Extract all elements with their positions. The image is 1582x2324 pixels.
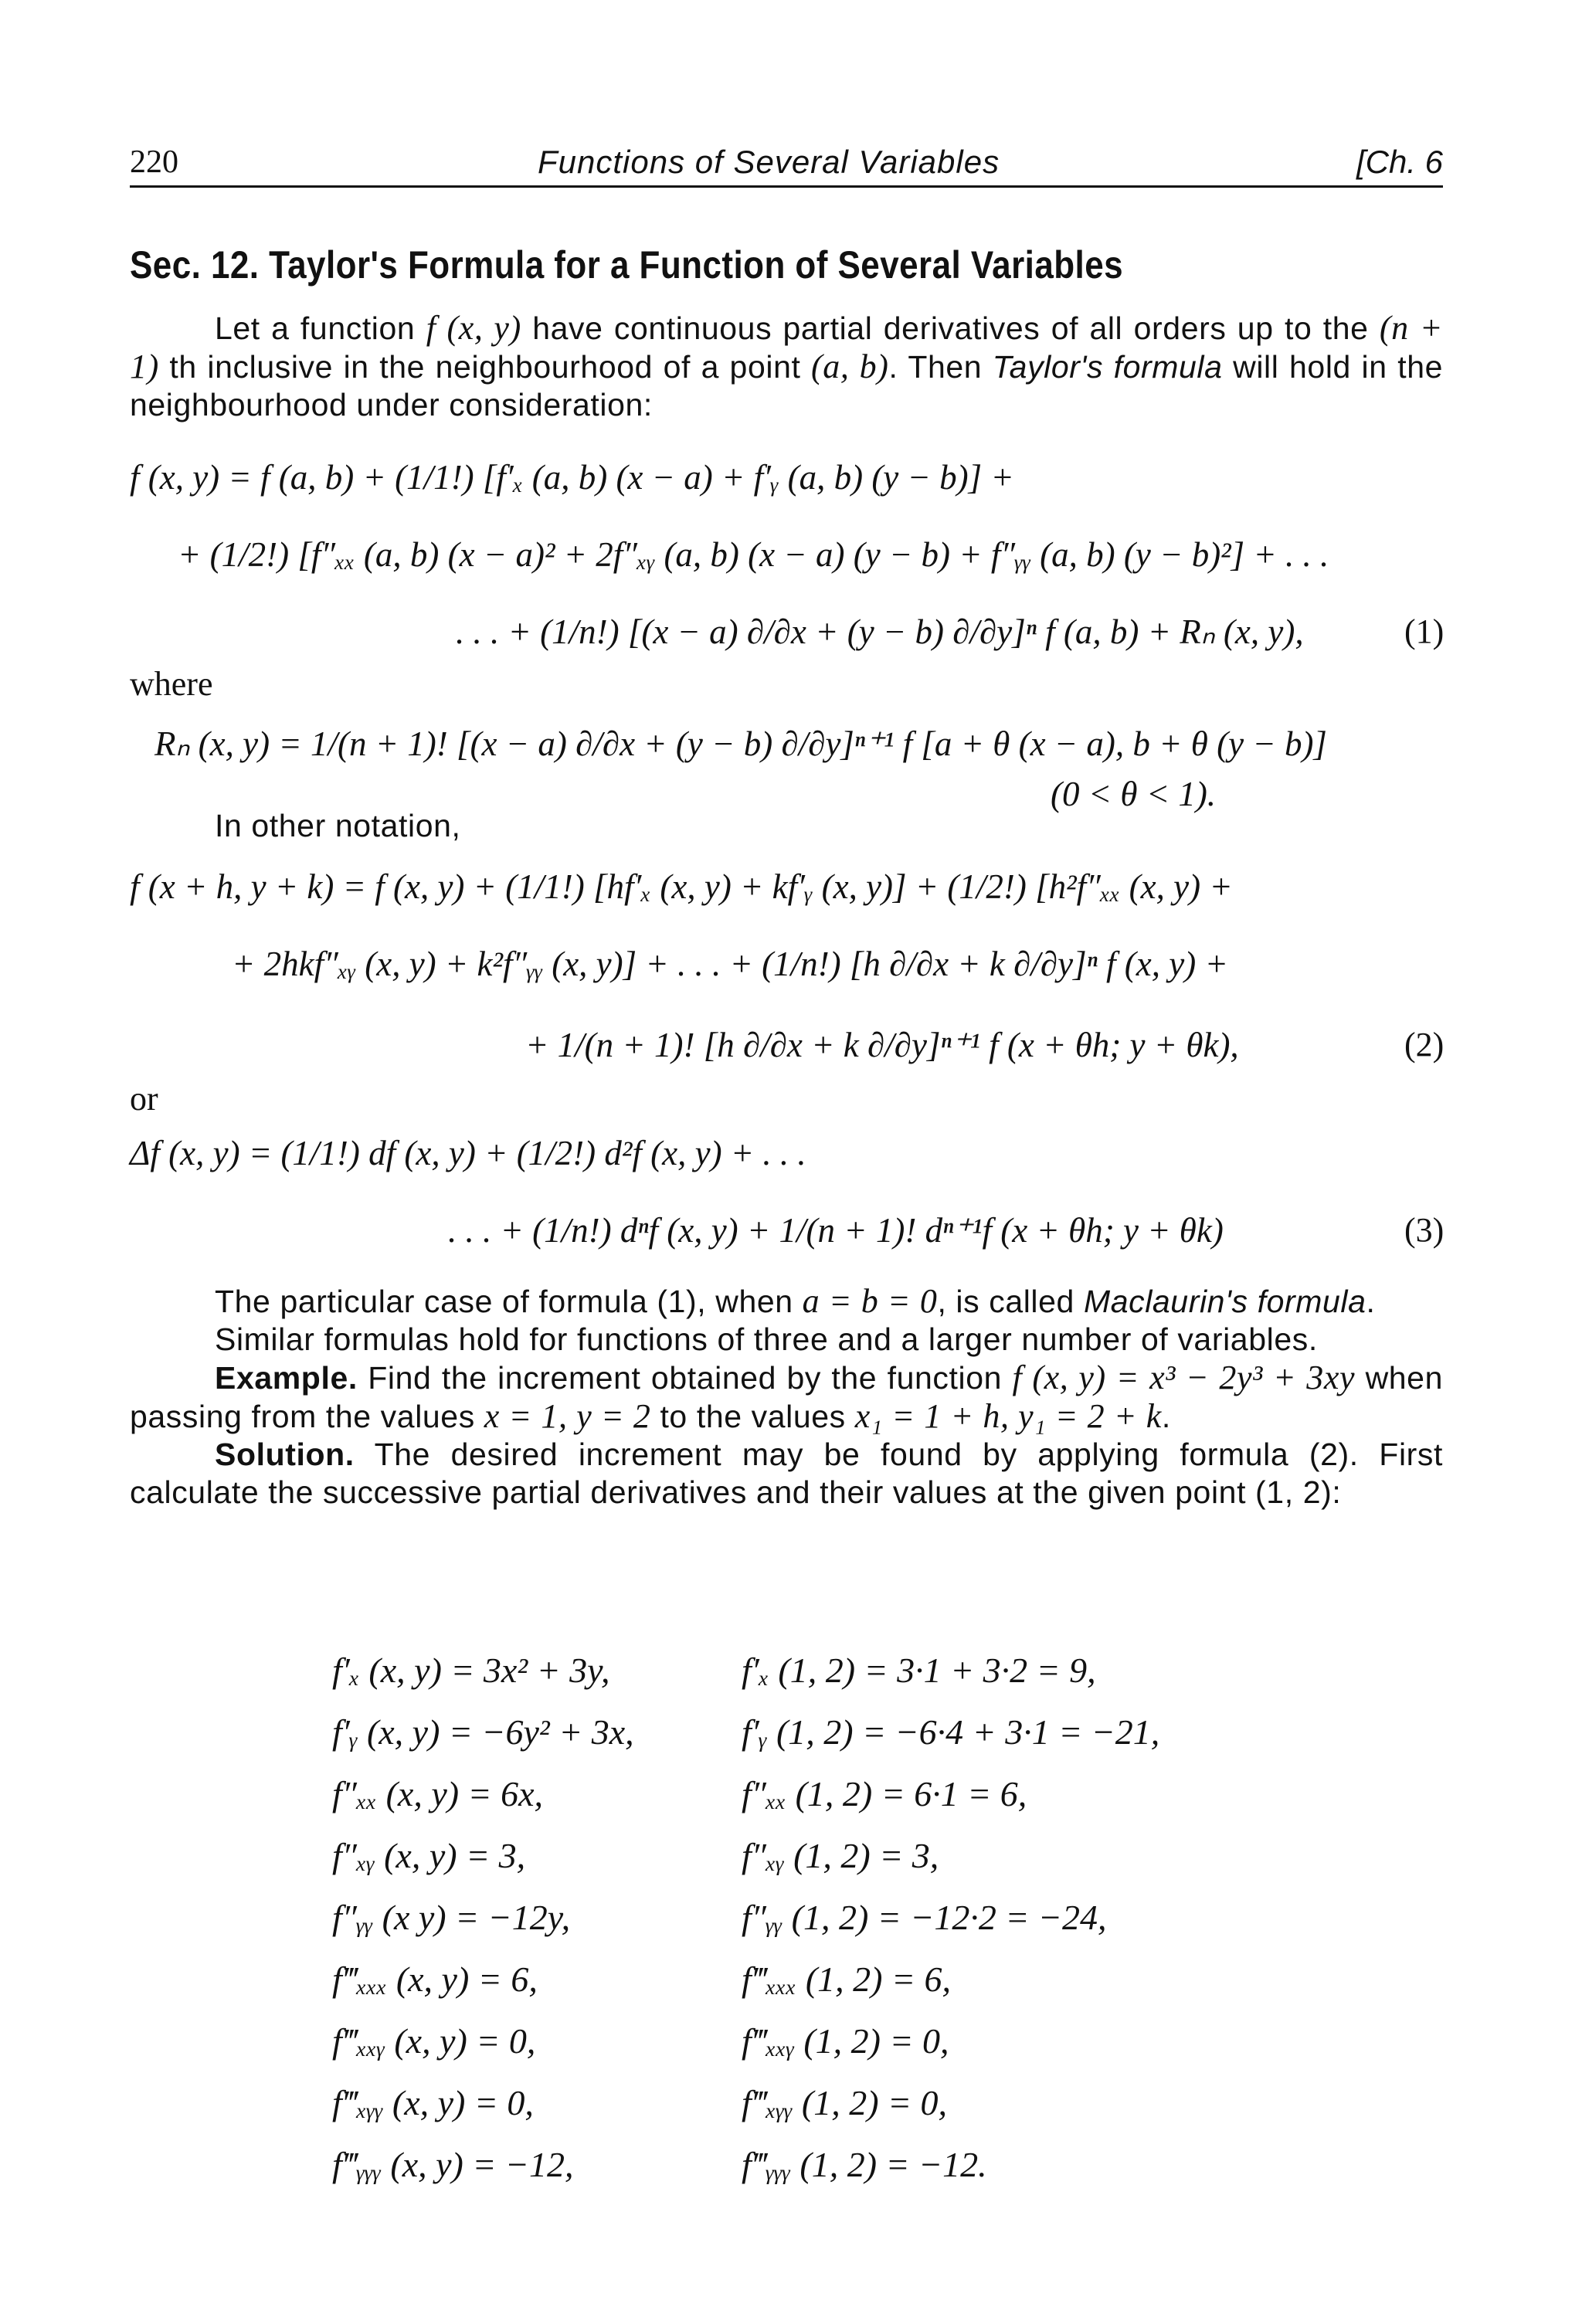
formula-2-line-1: f (x + h, y + k) = f (x, y) + (1/1!) [hf′ₓ (x, y) + kf′ᵧ (x, y)] + (1/2!) [h²f″ₓₓ (x, y) +: [130, 867, 1233, 906]
example-start-values: x = 1, y = 2: [484, 1397, 651, 1435]
derivative-left: f′ₓ (x, y) = 3x² + 3y,: [332, 1651, 610, 1690]
equation-number-1: (1): [1404, 612, 1445, 650]
example-text-4: .: [1161, 1399, 1171, 1434]
running-header: [130, 139, 1443, 185]
maclaurin-condition: a = b = 0: [802, 1282, 938, 1320]
chapter-label: [Ch. 6: [1356, 144, 1443, 180]
intro-ab: (a, b): [811, 348, 889, 385]
intro-fxy: f (x, y): [426, 309, 521, 347]
intro-paragraph: [130, 309, 1443, 424]
running-title: Functions of Several Variables: [538, 144, 1000, 180]
maclaurin-formula-term: Maclaurin's formula: [1083, 1284, 1366, 1319]
maclaurin-text-2: , is called: [937, 1284, 1084, 1319]
derivative-left: f″ₓᵧ (x, y) = 3,: [332, 1836, 526, 1875]
theta-condition: (0 < θ < 1).: [1051, 775, 1217, 813]
derivative-value: f‴ₓₓₓ (1, 2) = 6,: [742, 1959, 951, 1999]
taylor-formula-term: Taylor's formula: [992, 349, 1223, 385]
formula-3-line-1: Δf (x, y) = (1/1!) df (x, y) + (1/2!) d²f (x, y) + . . .: [130, 1134, 806, 1172]
derivative-left: f″ₓₓ (x, y) = 6x,: [332, 1774, 544, 1813]
intro-text-4: . Then: [888, 349, 993, 385]
example-function: f (x, y) = x³ − 2y³ + 3xy: [1012, 1359, 1356, 1396]
section-heading: Sec. 12. Taylor's Formula for a Function of Several Variables: [130, 243, 1124, 287]
similar-formulas-paragraph: Similar formulas hold for functions of three and a larger number of variables.: [215, 1321, 1318, 1357]
header-rule: [130, 185, 1443, 188]
other-notation-text: [130, 807, 1443, 845]
example-label: Example.: [215, 1360, 358, 1396]
derivative-value: f″ₓₓ (1, 2) = 6·1 = 6,: [742, 1774, 1027, 1813]
derivative-left: f‴ᵧᵧᵧ (x, y) = −12,: [332, 2145, 574, 2184]
intro-text-5: will hold in the neighbourhood under consideration:: [130, 349, 1443, 422]
example-text-2: when passing from the values: [130, 1360, 1443, 1434]
derivative-value: f‴ᵧᵧᵧ (1, 2) = −12.: [742, 2145, 987, 2184]
derivative-left: f″ᵧᵧ (x y) = −12y,: [332, 1898, 571, 1937]
derivative-left: f‴ₓᵧᵧ (x, y) = 0,: [332, 2083, 534, 2122]
derivative-value: f′ₓ (1, 2) = 3·1 + 3·2 = 9,: [742, 1651, 1096, 1690]
intro-text-3: th inclusive in the neighbourhood of a point: [158, 349, 812, 385]
formula-2-line-3: + 1/(n + 1)! [h ∂/∂x + k ∂/∂y]ⁿ⁺¹ f (x + θh; y + θk),: [525, 1026, 1239, 1064]
equation-number-2: (2): [1404, 1026, 1445, 1064]
formula-1-line-3: . . . + (1/n!) [(x − a) ∂/∂x + (y − b) ∂/∂y]ⁿ f (a, b) + Rₙ (x, y),: [456, 612, 1304, 651]
derivative-value: f″ᵧᵧ (1, 2) = −12·2 = −24,: [742, 1898, 1107, 1937]
other-notation-label: In other notation,: [215, 808, 461, 843]
formula-1-line-2: + (1/2!) [f″ₓₓ (a, b) (x − a)² + 2f″ₓᵧ (a, b) (x − a) (y − b) + f″ᵧᵧ (a, b) (y − b)²] + . . .: [178, 535, 1329, 574]
solution-label: Solution.: [215, 1437, 355, 1472]
intro-text-2: have continuous partial derivatives of all orders up to the: [521, 310, 1380, 346]
equation-number-3: (3): [1404, 1211, 1445, 1249]
derivative-left: f′ᵧ (x, y) = −6y² + 3x,: [332, 1712, 634, 1752]
solution-text: The desired increment may be found by applying formula (2). First calculate the successive partial derivatives and their values at the given point (1, 2):: [130, 1437, 1443, 1510]
derivative-left: f‴ₓₓᵧ (x, y) = 0,: [332, 2021, 536, 2061]
where-label: where: [130, 665, 213, 703]
derivative-left: f‴ₓₓₓ (x, y) = 6,: [332, 1959, 538, 1999]
formula-2-line-2: + 2hkf″ₓᵧ (x, y) + k²f″ᵧᵧ (x, y)] + . . . + (1/n!) [h ∂/∂x + k ∂/∂y]ⁿ f (x, y) +: [232, 945, 1228, 983]
example-text-3: to the values: [650, 1399, 855, 1434]
formula-1-line-1: f (x, y) = f (a, b) + (1/1!) [f′ₓ (a, b) (x − a) + f′ᵧ (a, b) (y − b)] +: [130, 458, 1014, 497]
intro-text-1: Let a function: [215, 310, 426, 346]
page-number: 220: [130, 144, 178, 180]
formula-3-line-2: . . . + (1/n!) dⁿf (x, y) + 1/(n + 1)! dⁿ⁺¹f (x + θh; y + θk): [448, 1211, 1224, 1250]
maclaurin-paragraph: [130, 1282, 1443, 1511]
derivative-value: f′ᵧ (1, 2) = −6·4 + 3·1 = −21,: [742, 1712, 1160, 1752]
or-label: or: [130, 1080, 158, 1118]
intro-n1: (n + 1): [130, 309, 1444, 385]
remainder-formula: Rₙ (x, y) = 1/(n + 1)! [(x − a) ∂/∂x + (y − b) ∂/∂y]ⁿ⁺¹ f [a + θ (x − a), b + θ (y − b)]: [154, 724, 1327, 763]
derivative-value: f‴ₓₓᵧ (1, 2) = 0,: [742, 2021, 949, 2061]
example-new-values: x₁ = 1 + h, y₁ = 2 + k: [854, 1397, 1162, 1435]
maclaurin-text-1: The particular case of formula (1), when: [215, 1284, 803, 1319]
example-text-1: Find the increment obtained by the function: [357, 1360, 1013, 1396]
derivative-value: f″ₓᵧ (1, 2) = 3,: [742, 1836, 939, 1875]
maclaurin-text-3: .: [1366, 1284, 1376, 1319]
derivative-value: f‴ₓᵧᵧ (1, 2) = 0,: [742, 2083, 948, 2122]
